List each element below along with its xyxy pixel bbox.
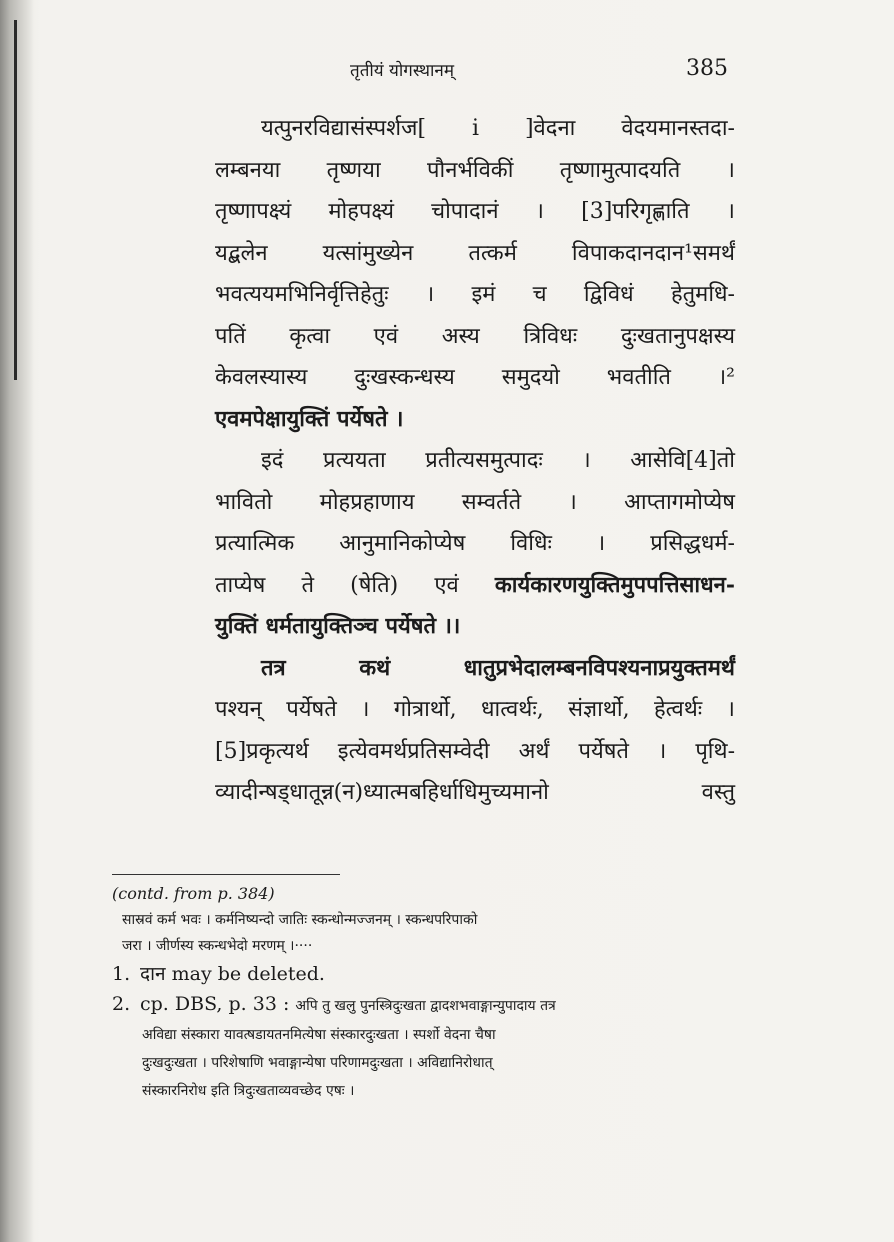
text-bold-part: कार्यकारणयुक्तिमुपपत्तिसाधन- <box>494 571 735 598</box>
text-line: भवत्ययमभिनिर्वृत्तिहेतुः । इमं च द्विविधं हेतुमधि- <box>215 282 735 307</box>
footnote-rule <box>112 874 340 875</box>
text-line-bold: युक्तिं धर्मतायुक्तिञ्च पर्येषते ।। <box>215 613 461 639</box>
text-line: व्यादीन्षड्धातून्न(न)ध्यात्मबहिर्धाधिमुच्यमानो वस्तु <box>215 780 735 805</box>
footnote-text: दान may be deleted. <box>140 963 325 985</box>
footnotes <box>112 880 732 1105</box>
text-line: यद्बलेन यत्सांमुख्येन तत्कर्म विपाकदानदान¹समर्थं <box>215 240 735 266</box>
footnote-text: अपि तु खलु पुनस्त्रिदुःखता द्वादशभवाङ्गान्युपादाय तत्र <box>295 998 556 1014</box>
continuation-line: जरा । जीर्णस्य स्कन्धभेदो मरणम् ।···· <box>122 938 313 954</box>
book-binding-shadow <box>0 0 34 1242</box>
footnote-2 <box>112 989 732 1021</box>
continuation-line: सास्रवं कर्म भवः । कर्मनिष्यन्दो जातिः स्कन्धोन्मज्जनम् । स्कन्धपरिपाको <box>122 912 478 928</box>
text-line-mixed <box>215 565 735 607</box>
main-text <box>215 108 735 814</box>
footnote-line: अविद्या संस्कारा यावत्षडायतनमित्येषा संस्कारदुःखता । स्पर्शो वेदना चैषा <box>142 1027 496 1043</box>
text-plain-part: ताप्येष ते (षेति) एवं <box>215 572 495 598</box>
text-line: पतिं कृत्वा एवं अस्य त्रिविधः दुःखतानुपक्षस्य <box>215 323 735 349</box>
text-line: तृष्णापक्ष्यं मोहपक्ष्यं चोपादानं । [3]परिगृह्णाति । <box>215 199 735 224</box>
footnote-reference: cp. DBS, p. 33 : <box>140 993 290 1015</box>
text-line: इदं प्रत्ययता प्रतीत्यसमुत्पादः । आसेवि[4]तो <box>261 448 735 473</box>
footnote-number: 1. <box>112 963 131 985</box>
text-line: लम्बनया तृष्णया पौनर्भविकीं तृष्णामुत्पादयति । <box>215 157 735 183</box>
running-head: तृतीयं योगस्थानम् <box>350 61 455 81</box>
footnote-line: दुःखदुःखता । परिशेषाणि भवाङ्गान्येषा परिणामदुःखता । अविद्यानिरोधात् <box>142 1055 493 1071</box>
page-number: 385 <box>686 56 728 81</box>
footnote-line: संस्कारनिरोध इति त्रिदुःखताव्यवच्छेद एषः । <box>142 1083 355 1099</box>
text-line: भावितो मोहप्रहाणाय सम्वर्तते । आप्तागमोप्येष <box>215 489 735 515</box>
text-line: पश्यन् पर्येषते । गोत्रार्थो, धात्वर्थः, संज्ञार्थो, हेत्वर्थः । <box>215 697 735 722</box>
text-line: केवलस्यास्य दुःखस्कन्धस्य समुदयो भवतीति ।² <box>215 365 735 390</box>
continuation-label: (contd. from p. 384) <box>112 884 275 903</box>
text-line: [5]प्रकृत्यर्थ इत्येवमर्थप्रतिसम्वेदी अर्थं पर्येषते । पृथि- <box>215 738 735 764</box>
footnote-number: 2. <box>112 993 131 1015</box>
text-line: यत्पुनरविद्यासंस्पर्शज[ i ]वेदना वेदयमानस्तदा- <box>261 116 735 141</box>
scan-artifact-line <box>14 20 17 380</box>
footnote-1 <box>112 959 732 989</box>
text-line-bold: एवमपेक्षायुक्तिं पर्येषते । <box>215 405 404 432</box>
text-line: प्रत्यात्मिक आनुमानिकोप्येष विधिः । प्रसिद्धधर्म- <box>215 531 735 556</box>
text-line-bold: तत्र कथं धातुप्रभेदालम्बनविपश्यनाप्रयुक्तमर्थं <box>261 654 735 681</box>
